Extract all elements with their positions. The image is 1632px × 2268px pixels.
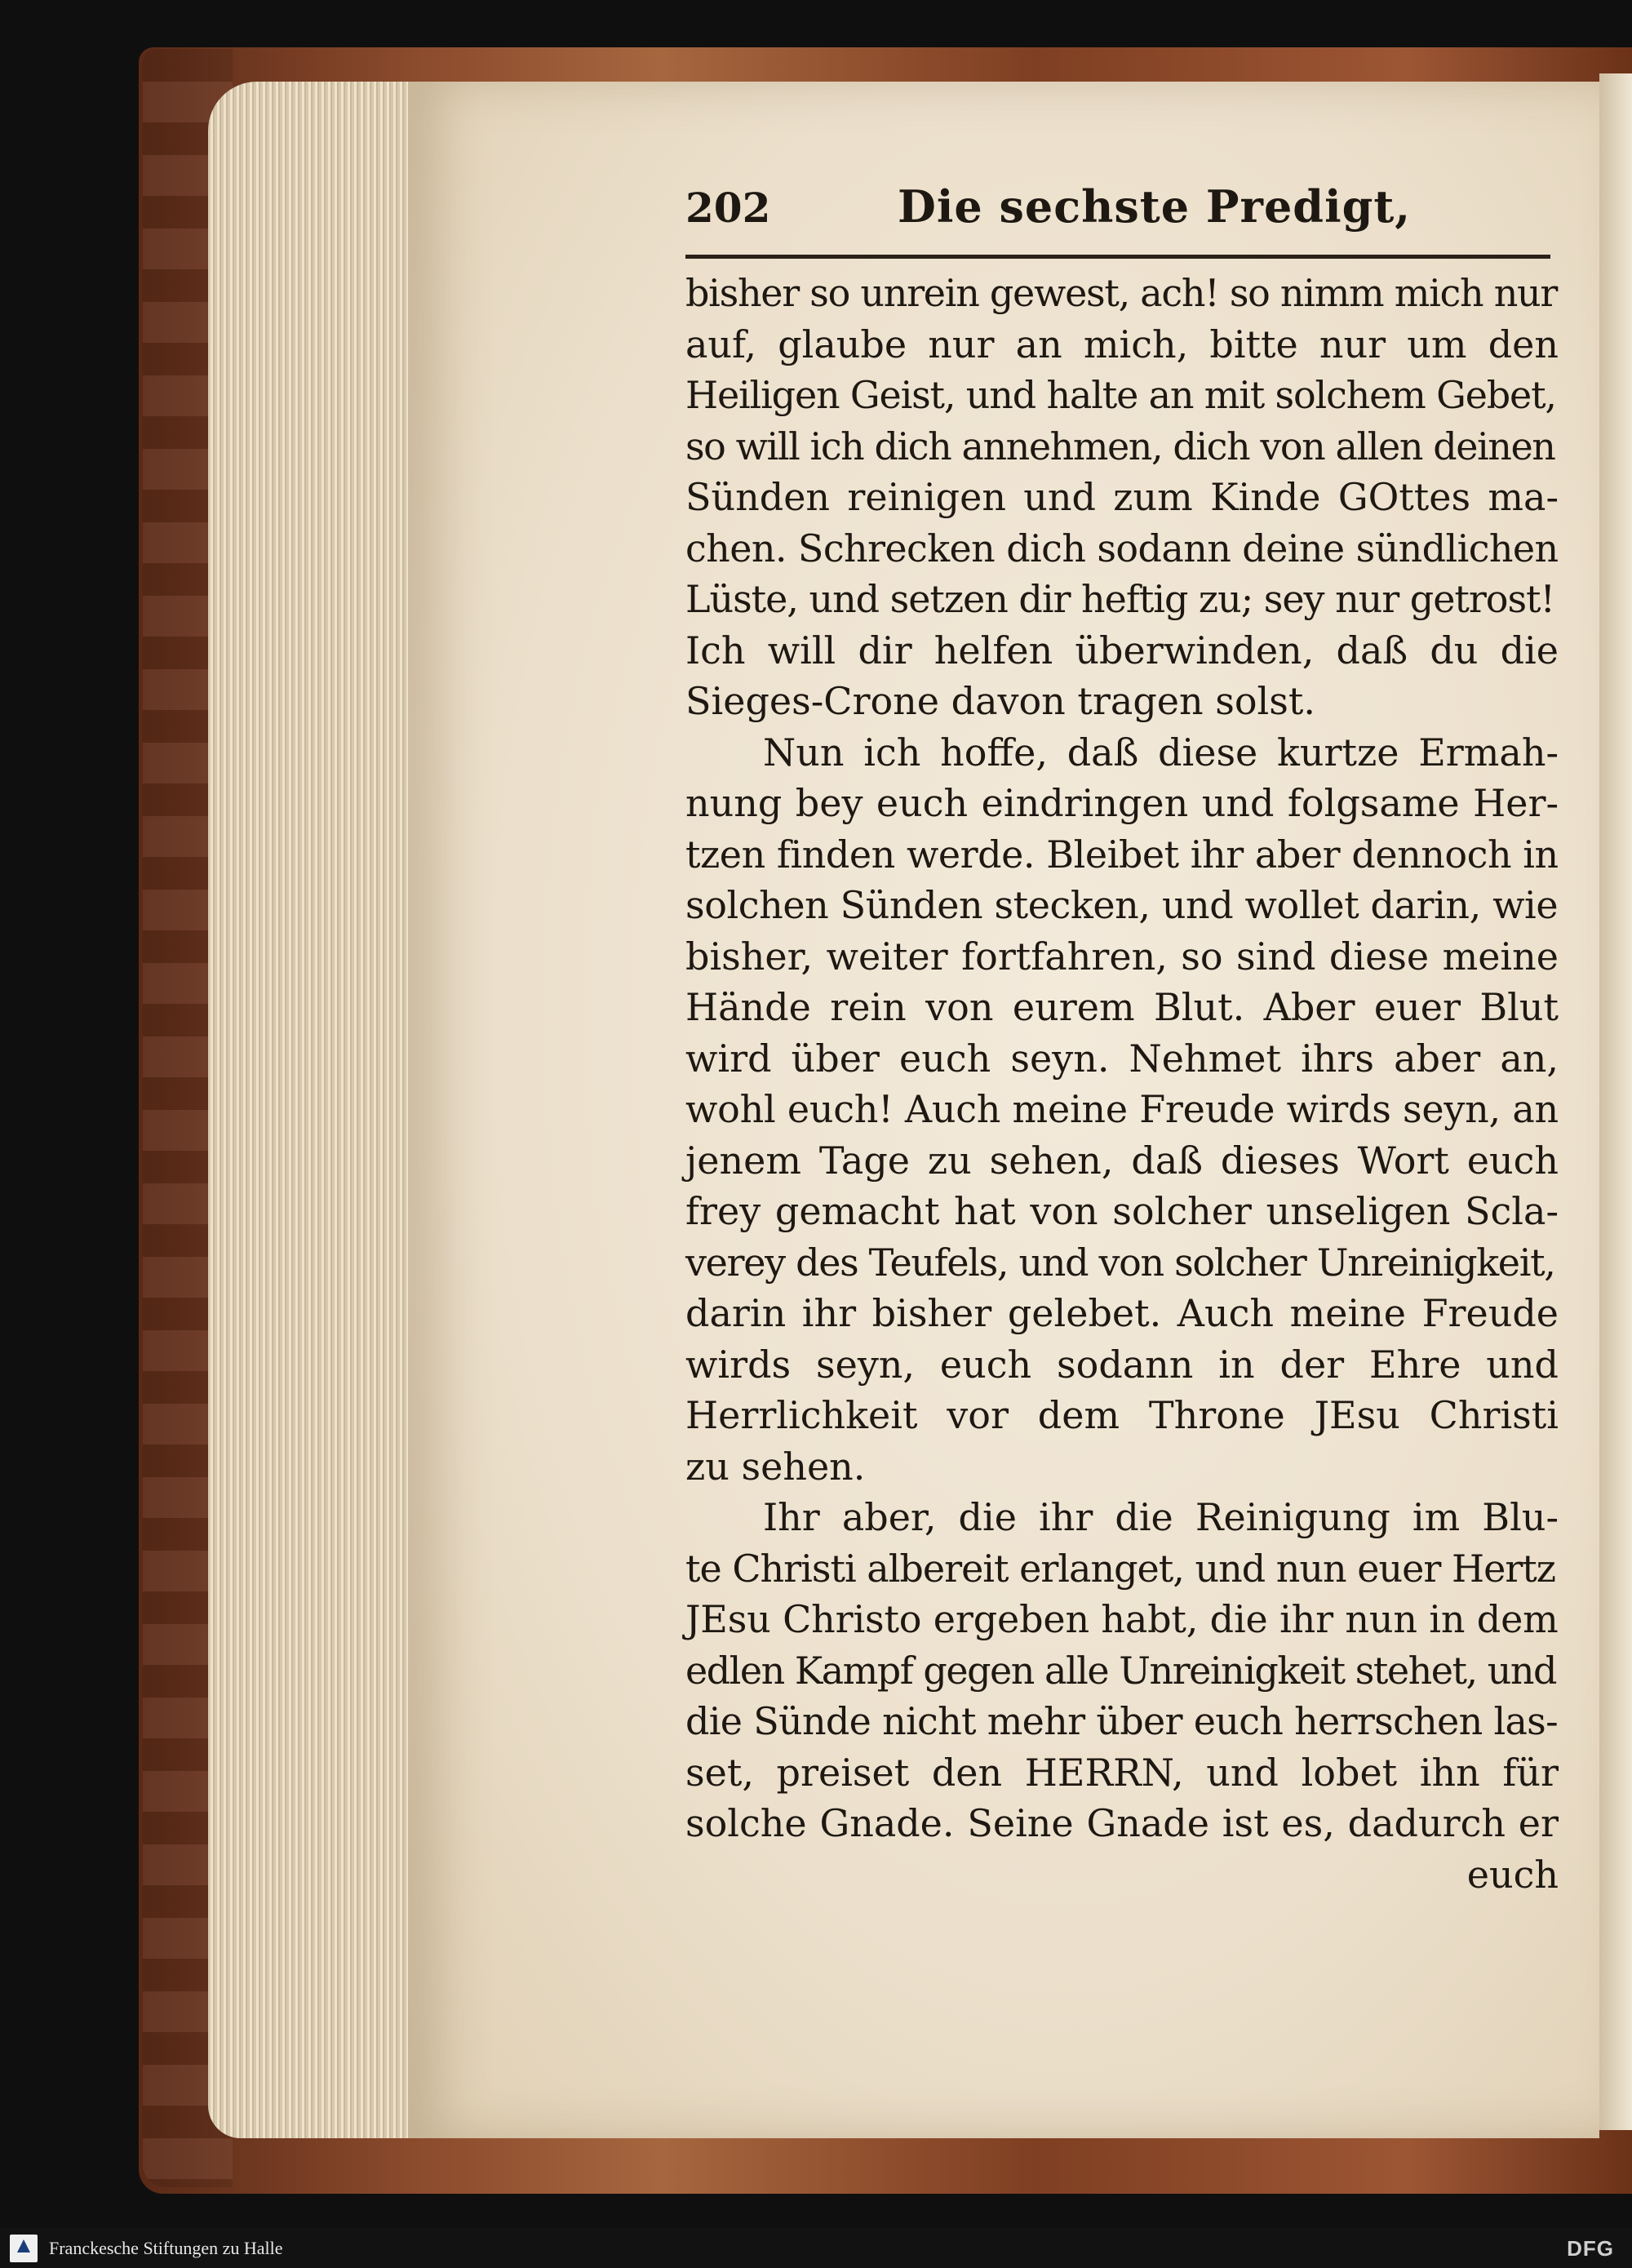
- text-line: Lüste, und setzen dir heftig zu; sey nur getrost!: [685, 577, 1554, 621]
- header-rule: [685, 255, 1550, 259]
- text-line: Hände rein von eurem Blut. Aber euer Blut: [685, 985, 1559, 1029]
- text-line: set, preiset den HERRN, und lobet ihn für: [685, 1750, 1559, 1795]
- text-line: Sieges-Crone davon tragen solst.: [685, 679, 1315, 723]
- text-line: Sünden reinigen und zum Kinde GOttes ma-: [685, 475, 1559, 519]
- text-line: Ich will dir helfen überwinden, daß du die: [685, 628, 1559, 672]
- text-line: wohl euch! Auch meine Freude wirds seyn, an: [685, 1087, 1559, 1131]
- body-text: [685, 268, 1559, 1900]
- text-line: nung bey euch eindringen und folgsame Her-: [685, 781, 1559, 825]
- text-line: frey gemacht hat von solcher unseligen Scla-: [685, 1189, 1559, 1233]
- text-line: wird über euch seyn. Nehmet ihrs aber an,: [685, 1036, 1559, 1081]
- text-line: chen. Schrecken dich sodann deine sündlichen: [685, 526, 1559, 570]
- text-line: bisher, weiter fortfahren, so sind diese meine: [685, 934, 1559, 979]
- text-line: auf, glaube nur an mich, bitte nur um den: [685, 322, 1559, 366]
- running-title: Die sechste Predigt,: [898, 180, 1412, 233]
- text-line: edlen Kampf gegen alle Unreinigkeit stehet, und: [685, 1648, 1556, 1693]
- text-line: euch: [1466, 1852, 1559, 1897]
- text-line: JEsu Christo ergeben habt, die ihr nun in dem: [685, 1597, 1559, 1641]
- text-line: tzen finden werde. Bleibet ihr aber dennoch in: [685, 832, 1559, 877]
- text-line: solche Gnade. Seine Gnade ist es, dadurch er: [685, 1801, 1559, 1845]
- text-line: bisher so unrein gewest, ach! so nimm mich nur: [685, 271, 1558, 315]
- text-line: darin ihr bisher gelebet. Auch meine Freude: [685, 1291, 1559, 1335]
- text-line: verey des Teufels, und von solcher Unreinigkeit,: [685, 1240, 1555, 1285]
- institution-label: Franckesche Stiftungen zu Halle: [49, 2238, 283, 2258]
- institution-logo-icon: [10, 2235, 38, 2262]
- page-header: [685, 180, 1550, 241]
- viewer-footer: [0, 2228, 1632, 2268]
- text-line: wirds seyn, euch sodann in der Ehre und: [685, 1342, 1559, 1387]
- text-line: die Sünde nicht mehr über euch herrschen las-: [685, 1699, 1558, 1743]
- text-line: solchen Sünden stecken, und wollet darin, wie: [685, 883, 1559, 927]
- page-stack-edges: [208, 82, 420, 2138]
- text-line: te Christi albereit erlanget, und nun euer Hertz: [685, 1546, 1556, 1591]
- facing-page-edge: [1599, 73, 1632, 2130]
- text-line: Ihr aber, die ihr die Reinigung im Blu-: [763, 1495, 1559, 1539]
- text-line: Heiligen Geist, und halte an mit solchem Gebet,: [685, 373, 1556, 417]
- text-line: so will ich dich annehmen, dich von allen deinen: [685, 424, 1555, 468]
- text-line: zu sehen.: [685, 1444, 866, 1489]
- text-line: Nun ich hoffe, daß diese kurtze Ermah-: [763, 730, 1559, 774]
- dfg-logo: DFG: [1567, 2236, 1614, 2261]
- text-line: jenem Tage zu sehen, daß dieses Wort euch: [685, 1138, 1559, 1183]
- text-line: Herrlichkeit vor dem Throne JEsu Christi: [685, 1393, 1559, 1437]
- page-number: 202: [685, 184, 771, 232]
